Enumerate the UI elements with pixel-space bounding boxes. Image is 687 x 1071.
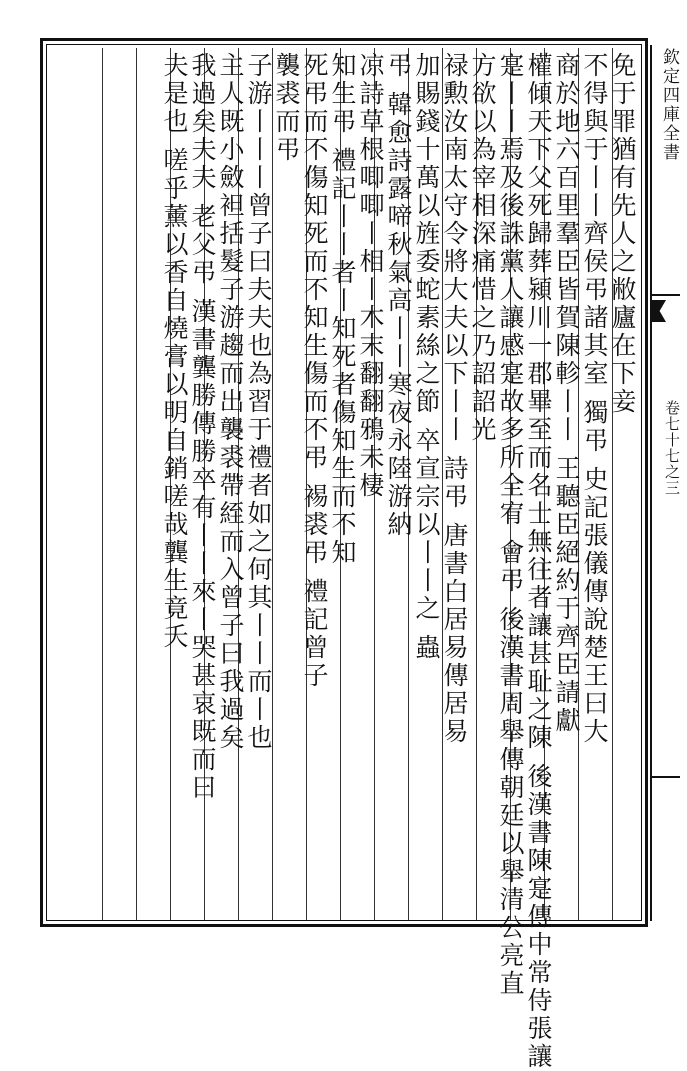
text-column: 寔丨丨焉及後誅黨人讓感寔故多所全宥 會弔 後漢書周舉傳朝廷以舉清公亮直 [496,52,525,998]
text-column: 主人既小斂袒括髮子游趨而出襲裘帶絰而入曾子曰我過矣 [216,52,245,752]
text-column: 子游丨丨丨曾子曰夫夫也為習于禮者如之何其丨丨而丨也 [244,52,273,752]
fish-tail-rule-top [650,294,680,296]
volume-label: 卷七十七之三 [663,400,681,496]
text-column: 禄勲汝南太守令將大夫以下丨丨 詩弔 唐書白居易傳居易 [440,52,469,746]
text-column: 弔 韓愈詩露啼秋氣高丨丨寒夜永陸游納 [384,52,413,539]
text-column: 免于罪猶有先人之敝廬在下妾 [608,52,637,416]
text-column: 知生弔 禮記丨丨者丨知死者傷知生而不知 [328,52,357,567]
text-column: 商於地六百里羣臣皆賀陳軫丨丨 王聽臣絕約于齊臣請獻 [552,52,581,735]
text-column: 死弔而不傷知死而不知生傷而不弔 裼裘弔 禮記曾子 [300,52,329,690]
fish-tail-rule-bottom [650,776,680,778]
text-column: 夫是也 嗟乎薰以香自燒膏以明自銷嗟哉龔生竟夭 [160,52,189,651]
text-column: 權傾天下父死歸葬潁川一郡畢至而名士無往者讓甚耻之陳 後漢書陳寔傳中常侍張讓 [524,52,553,1071]
text-column: 我過矣夫夫 老父弔 漢書龔勝傳勝卒有丨丨來丨哭甚哀既而曰 [188,52,217,802]
text-column: 凉詩草根唧唧丨相丨木末翻翻鴉未棲 [356,52,385,500]
text-column: 加賜錢十萬以旌委蛇素絲之節 卒宣宗以丨丨之 蟲 [412,52,441,662]
margin-divider [650,45,652,921]
text-column: 方欲以為宰相深痛惜之乃詔詔光 [468,52,497,444]
book-title: 欽定四庫全書 [659,48,679,162]
fish-tail-mark [650,300,666,322]
text-column: 不得與于丨丨齊侯弔諸其室 獨弔 史記張儀傳說楚王曰大 [580,52,609,746]
text-body [56,52,637,1071]
text-column: 襲裘而弔 [272,52,301,164]
